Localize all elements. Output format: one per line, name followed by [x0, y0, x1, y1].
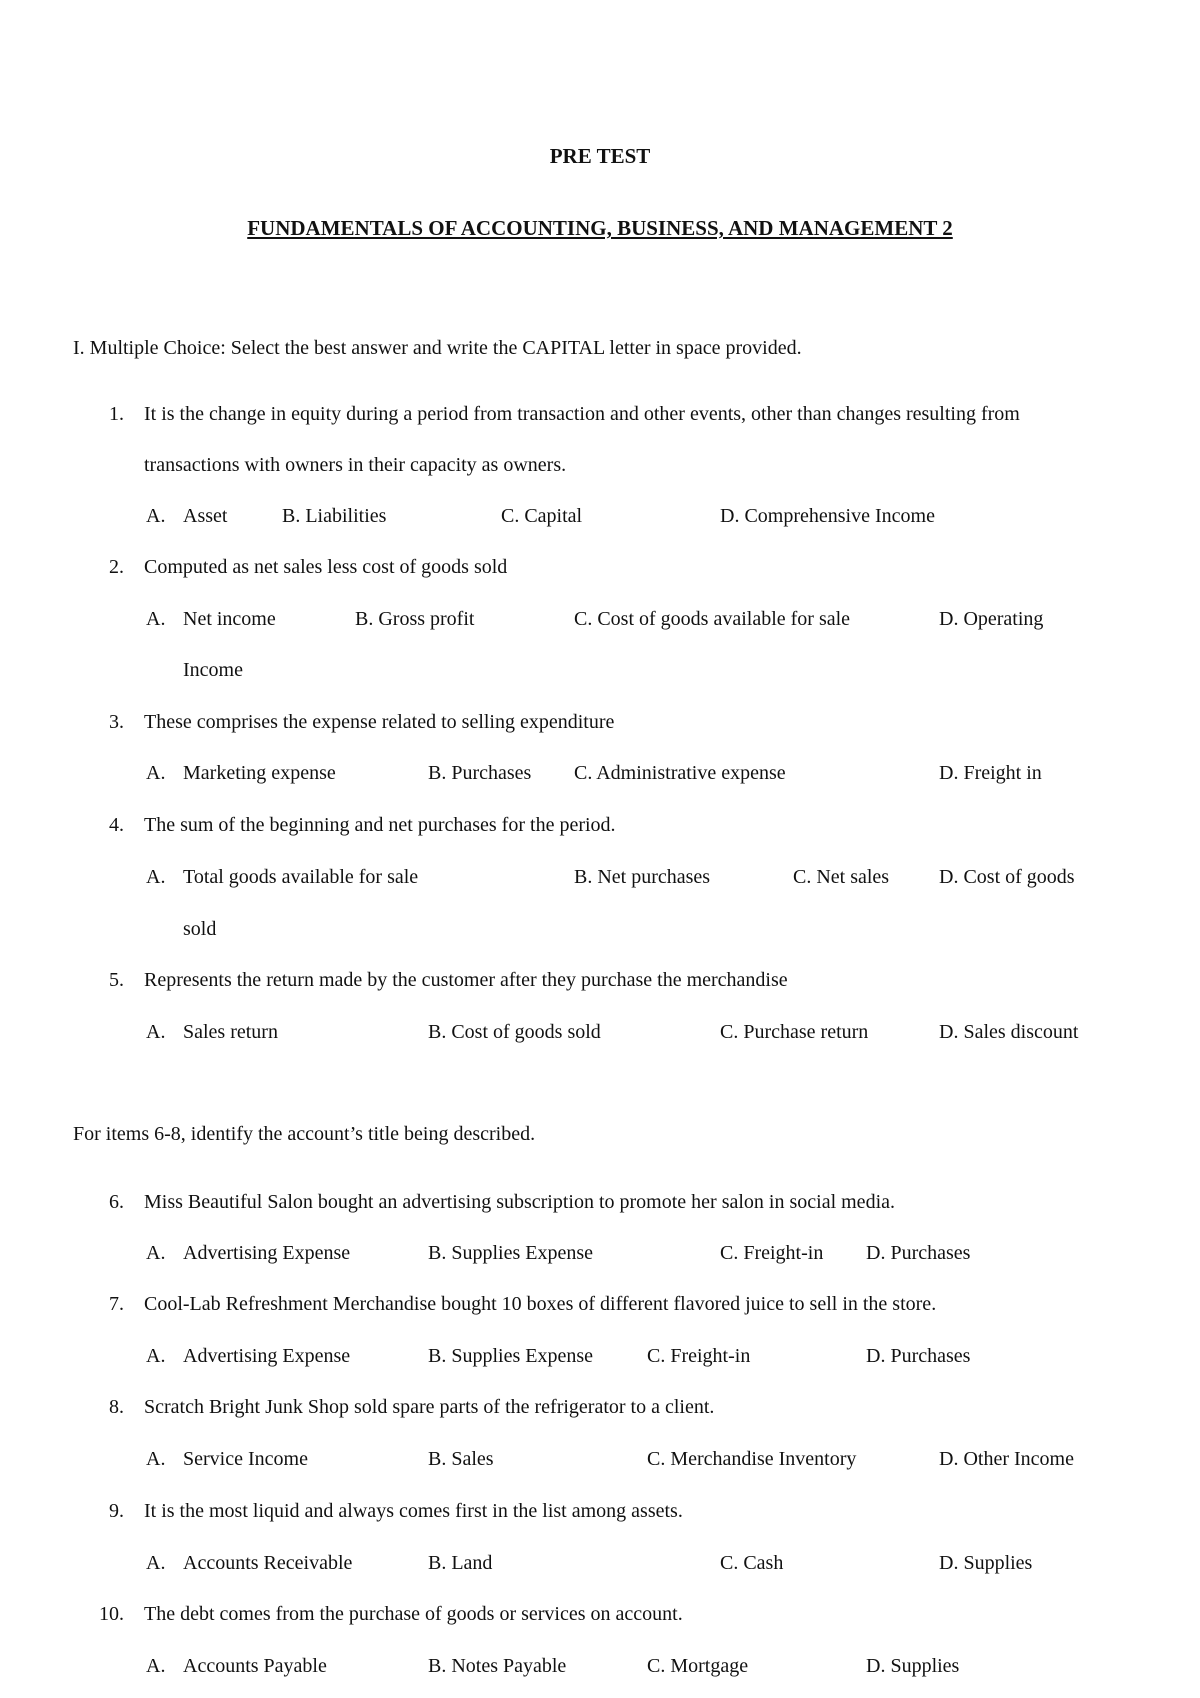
choice-a-letter: A.	[146, 505, 166, 527]
choice-a: Accounts Payable	[183, 1655, 327, 1677]
section-2-instruction: For items 6-8, identify the account’s title being described.	[73, 1123, 536, 1145]
question-text: Miss Beautiful Salon bought an advertising subscription to promote her salon in social media.	[144, 1191, 895, 1213]
question-text: Scratch Bright Junk Shop sold spare parts of the refrigerator to a client.	[144, 1396, 715, 1418]
choice-a: Sales return	[183, 1021, 278, 1043]
question-number: 10.	[99, 1603, 124, 1625]
choice-b: B. Sales	[428, 1448, 494, 1470]
choice-d-continued: Income	[183, 659, 243, 681]
choice-c: C. Mortgage	[647, 1655, 749, 1677]
choice-a-letter: A.	[146, 1021, 166, 1043]
choice-a: Net income	[183, 608, 276, 630]
choice-d: D. Supplies	[939, 1552, 1033, 1574]
course-subtitle: FUNDAMENTALS OF ACCOUNTING, BUSINESS, AND MANAGEMENT 2	[247, 216, 953, 240]
choice-b: B. Liabilities	[282, 505, 387, 527]
choice-a: Service Income	[183, 1448, 308, 1470]
choice-c: C. Administrative expense	[574, 762, 786, 784]
choice-b: B. Notes Payable	[428, 1655, 567, 1677]
question-number: 9.	[109, 1500, 124, 1522]
question-text: The debt comes from the purchase of goods or services on account.	[144, 1603, 683, 1625]
question-number: 7.	[109, 1293, 124, 1315]
question-number: 5.	[109, 969, 124, 991]
question-text: It is the change in equity during a period from transaction and other events, other than changes resulting from	[144, 403, 1020, 425]
question-text: Cool-Lab Refreshment Merchandise bought 10 boxes of different flavored juice to sell in the store.	[144, 1293, 937, 1315]
question-number: 4.	[109, 814, 124, 836]
choice-b: B. Gross profit	[355, 608, 475, 630]
choice-a-letter: A.	[146, 762, 166, 784]
choice-c: C. Cash	[720, 1552, 784, 1574]
choice-d: D. Purchases	[866, 1242, 971, 1264]
choice-a-letter: A.	[146, 1345, 166, 1367]
choice-d: D. Sales discount	[939, 1021, 1079, 1043]
choice-d-continued: sold	[183, 918, 217, 940]
question-text: Represents the return made by the customer after they purchase the merchandise	[144, 969, 788, 991]
choice-a-letter: A.	[146, 608, 166, 630]
choice-b: B. Land	[428, 1552, 493, 1574]
choice-c: C. Purchase return	[720, 1021, 869, 1043]
choice-c: C. Capital	[501, 505, 583, 527]
choice-d: D. Supplies	[866, 1655, 960, 1677]
question-text: The sum of the beginning and net purchases for the period.	[144, 814, 616, 836]
choice-c: C. Cost of goods available for sale	[574, 608, 851, 630]
choice-d: D. Operating	[939, 608, 1044, 630]
choice-c: C. Freight-in	[720, 1242, 824, 1264]
choice-c: C. Merchandise Inventory	[647, 1448, 857, 1470]
choice-a-letter: A.	[146, 1655, 166, 1677]
choice-a-letter: A.	[146, 1552, 166, 1574]
question-number: 3.	[109, 711, 124, 733]
choice-a-letter: A.	[146, 1448, 166, 1470]
question-number: 8.	[109, 1396, 124, 1418]
choice-a: Advertising Expense	[183, 1242, 351, 1264]
choice-a: Total goods available for sale	[183, 866, 419, 888]
choice-b: B. Net purchases	[574, 866, 711, 888]
page-title: PRE TEST	[549, 144, 651, 168]
question-text: These comprises the expense related to selling expenditure	[144, 711, 615, 733]
question-number: 6.	[109, 1191, 124, 1213]
choice-a-letter: A.	[146, 1242, 166, 1264]
choice-b: B. Supplies Expense	[428, 1242, 593, 1264]
choice-d: D. Purchases	[866, 1345, 971, 1367]
question-text: Computed as net sales less cost of goods sold	[144, 556, 508, 578]
choice-a: Asset	[183, 505, 228, 527]
question-number: 2.	[109, 556, 124, 578]
choice-a: Marketing expense	[183, 762, 336, 784]
question-text: It is the most liquid and always comes first in the list among assets.	[144, 1500, 683, 1522]
choice-d: D. Cost of goods	[939, 866, 1075, 888]
choice-d: D. Freight in	[939, 762, 1042, 784]
choice-c: C. Freight-in	[647, 1345, 751, 1367]
question-number: 1.	[109, 403, 124, 425]
choice-d: D. Other Income	[939, 1448, 1074, 1470]
choice-d: D. Comprehensive Income	[720, 505, 935, 527]
choice-a-letter: A.	[146, 866, 166, 888]
question-text: transactions with owners in their capacity as owners.	[144, 454, 567, 476]
choice-b: B. Purchases	[428, 762, 532, 784]
choice-a: Advertising Expense	[183, 1345, 351, 1367]
choice-c: C. Net sales	[793, 866, 890, 888]
choice-a: Accounts Receivable	[183, 1552, 353, 1574]
choice-b: B. Cost of goods sold	[428, 1021, 601, 1043]
section-1-instruction: I. Multiple Choice: Select the best answer and write the CAPITAL letter in space provided.	[73, 337, 802, 359]
choice-b: B. Supplies Expense	[428, 1345, 593, 1367]
